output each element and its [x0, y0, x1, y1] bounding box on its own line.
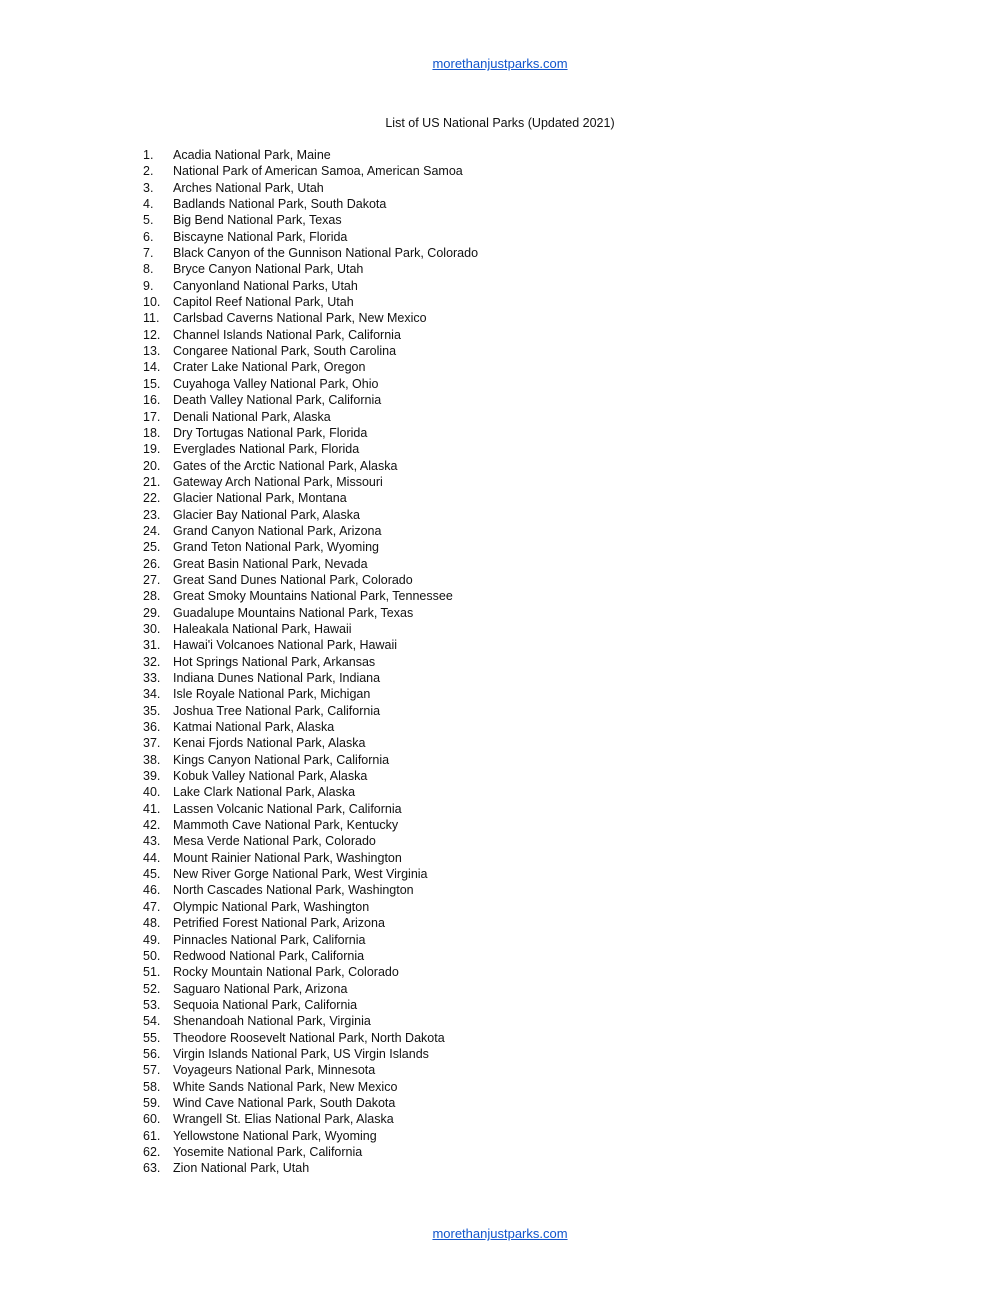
list-item-park-name: Great Sand Dunes National Park, Colorado	[173, 572, 413, 587]
list-item-number: 27.	[143, 572, 161, 587]
list-item-park-name: Hawai'i Volcanoes National Park, Hawaii	[173, 638, 398, 653]
list-item-number: 42.	[143, 818, 161, 833]
list-item-park-name: Rocky Mountain National Park, Colorado	[173, 965, 399, 980]
list-item-number: 30.	[143, 621, 161, 636]
list-item	[143, 196, 478, 212]
list-item-park-name: Cuyahoga Valley National Park, Ohio	[173, 376, 379, 391]
list-item-park-name: New River Gorge National Park, West Virginia	[173, 867, 428, 882]
list-item	[143, 1030, 478, 1046]
list-item	[143, 1111, 478, 1127]
list-item-park-name: Theodore Roosevelt National Park, North Dakota	[173, 1030, 445, 1045]
list-item-park-name: Black Canyon of the Gunnison National Park, Colorado	[173, 246, 479, 261]
list-item-number: 36.	[143, 720, 161, 735]
list-item-park-name: Denali National Park, Alaska	[173, 409, 331, 424]
list-item-park-name: Yellowstone National Park, Wyoming	[173, 1128, 377, 1143]
list-item-number: 7.	[143, 246, 154, 261]
list-item	[143, 212, 478, 228]
list-item-park-name: Voyageurs National Park, Minnesota	[173, 1063, 376, 1078]
list-item-number: 35.	[143, 703, 161, 718]
list-item-park-name: Zion National Park, Utah	[173, 1161, 310, 1176]
list-item-park-name: Bryce Canyon National Park, Utah	[173, 262, 364, 277]
footer-site-link-container	[0, 1226, 1000, 1242]
list-item-number: 52.	[143, 981, 161, 996]
list-item	[143, 997, 478, 1013]
list-item	[143, 981, 478, 997]
list-item	[143, 670, 478, 686]
list-item-number: 44.	[143, 850, 161, 865]
list-item-number: 48.	[143, 916, 161, 931]
list-item-park-name: Lassen Volcanic National Park, California	[173, 801, 402, 816]
list-item-number: 38.	[143, 752, 161, 767]
list-item-park-name: White Sands National Park, New Mexico	[173, 1079, 398, 1094]
list-item-number: 45.	[143, 867, 161, 882]
list-item-number: 15.	[143, 376, 161, 391]
list-item-park-name: Capitol Reef National Park, Utah	[173, 295, 354, 310]
list-item-number: 31.	[143, 638, 161, 653]
list-item	[143, 278, 478, 294]
list-item-number: 20.	[143, 458, 161, 473]
list-item-park-name: Grand Canyon National Park, Arizona	[173, 523, 382, 538]
list-item-number: 13.	[143, 344, 161, 359]
list-item-park-name: Petrified Forest National Park, Arizona	[173, 916, 385, 931]
list-item	[143, 1046, 478, 1062]
list-item-park-name: Big Bend National Park, Texas	[173, 213, 342, 228]
list-item	[143, 784, 478, 800]
list-item-number: 29.	[143, 605, 161, 620]
list-item-park-name: National Park of American Samoa, American Samoa	[173, 164, 463, 179]
list-item	[143, 1013, 478, 1029]
list-item	[143, 523, 478, 539]
list-item-number: 51.	[143, 965, 161, 980]
list-item-number: 11.	[143, 311, 160, 326]
list-item	[143, 359, 478, 375]
list-item-park-name: Lake Clark National Park, Alaska	[173, 785, 356, 800]
list-item-park-name: Channel Islands National Park, California	[173, 327, 401, 342]
list-item	[143, 735, 478, 751]
list-item-number: 62.	[143, 1144, 161, 1159]
list-item	[143, 343, 478, 359]
list-item	[143, 474, 478, 490]
list-item-number: 58.	[143, 1079, 161, 1094]
list-item-park-name: Wrangell St. Elias National Park, Alaska	[173, 1112, 394, 1127]
list-item	[143, 147, 478, 163]
list-item	[143, 654, 478, 670]
list-item	[143, 245, 478, 261]
list-item-number: 16.	[143, 393, 161, 408]
list-item-number: 4.	[143, 197, 154, 212]
list-item-park-name: Glacier Bay National Park, Alaska	[173, 507, 360, 522]
list-item-number: 60.	[143, 1112, 161, 1127]
list-item	[143, 850, 478, 866]
park-list	[143, 147, 478, 1177]
list-item-number: 59.	[143, 1095, 161, 1110]
list-item-number: 49.	[143, 932, 161, 947]
list-item-number: 43.	[143, 834, 161, 849]
list-item-number: 63.	[143, 1161, 161, 1176]
list-item	[143, 163, 478, 179]
list-item-park-name: Kenai Fjords National Park, Alaska	[173, 736, 366, 751]
list-item-number: 9.	[143, 278, 154, 293]
list-item-number: 34.	[143, 687, 161, 702]
list-item	[143, 637, 478, 653]
list-item	[143, 539, 478, 555]
list-item-number: 10.	[143, 295, 161, 310]
list-item	[143, 572, 478, 588]
list-item	[143, 1144, 478, 1160]
list-item	[143, 621, 478, 637]
list-item-park-name: Congaree National Park, South Carolina	[173, 344, 397, 359]
list-item	[143, 899, 478, 915]
list-item-number: 19.	[143, 442, 161, 457]
list-item	[143, 948, 478, 964]
list-item-number: 40.	[143, 785, 161, 800]
list-item-number: 25.	[143, 540, 161, 555]
list-item-park-name: Carlsbad Caverns National Park, New Mexico	[173, 311, 427, 326]
list-item-park-name: Olympic National Park, Washington	[173, 899, 370, 914]
list-item	[143, 490, 478, 506]
list-item	[143, 507, 478, 523]
list-item	[143, 392, 478, 408]
list-item-number: 28.	[143, 589, 161, 604]
list-item-number: 39.	[143, 769, 161, 784]
list-item-number: 14.	[143, 360, 161, 375]
list-item-number: 8.	[143, 262, 154, 277]
list-item-park-name: Haleakala National Park, Hawaii	[173, 621, 352, 636]
list-item-number: 22.	[143, 491, 161, 506]
list-item-number: 54.	[143, 1014, 161, 1029]
list-item-park-name: Gates of the Arctic National Park, Alaska	[173, 458, 398, 473]
list-item-park-name: Death Valley National Park, California	[173, 393, 382, 408]
list-item-park-name: Guadalupe Mountains National Park, Texas	[173, 605, 414, 620]
list-item	[143, 1062, 478, 1078]
list-item	[143, 376, 478, 392]
list-item-number: 6.	[143, 229, 154, 244]
list-item-park-name: Joshua Tree National Park, California	[173, 703, 381, 718]
list-item-number: 17.	[143, 409, 161, 424]
list-item	[143, 752, 478, 768]
list-item-number: 1.	[143, 148, 154, 162]
list-item	[143, 719, 478, 735]
list-item-park-name: North Cascades National Park, Washington	[173, 883, 414, 898]
page-title: List of US National Parks (Updated 2021)	[385, 116, 615, 130]
list-item-park-name: Hot Springs National Park, Arkansas	[173, 654, 376, 669]
list-item	[143, 801, 478, 817]
header-site-link-container	[0, 56, 1000, 72]
list-item-number: 55.	[143, 1030, 161, 1045]
list-item	[143, 1095, 478, 1111]
list-item-park-name: Shenandoah National Park, Virginia	[173, 1014, 371, 1029]
list-item-number: 57.	[143, 1063, 161, 1078]
list-item-park-name: Great Basin National Park, Nevada	[173, 556, 368, 571]
list-item	[143, 703, 478, 719]
list-item-park-name: Wind Cave National Park, South Dakota	[173, 1095, 396, 1110]
list-item	[143, 1160, 478, 1176]
list-item	[143, 605, 478, 621]
list-item	[143, 441, 478, 457]
list-item-number: 21.	[143, 474, 161, 489]
list-item-number: 50.	[143, 948, 161, 963]
list-item-park-name: Biscayne National Park, Florida	[173, 229, 348, 244]
list-item	[143, 686, 478, 702]
list-item-number: 32.	[143, 654, 161, 669]
list-item-number: 61.	[143, 1128, 161, 1143]
list-item	[143, 964, 478, 980]
list-item-park-name: Yosemite National Park, California	[173, 1144, 363, 1159]
list-item-park-name: Acadia National Park, Maine	[173, 148, 331, 162]
footer-site-link[interactable]: morethanjustparks.com	[432, 1226, 568, 1241]
list-item	[143, 458, 478, 474]
list-item-park-name: Canyonland National Parks, Utah	[173, 278, 358, 293]
list-item-park-name: Badlands National Park, South Dakota	[173, 197, 387, 212]
list-item-park-name: Mount Rainier National Park, Washington	[173, 850, 402, 865]
list-item-number: 46.	[143, 883, 161, 898]
list-item-park-name: Dry Tortugas National Park, Florida	[173, 425, 368, 440]
list-item-park-name: Mesa Verde National Park, Colorado	[173, 834, 376, 849]
list-item-park-name: Arches National Park, Utah	[173, 180, 324, 195]
list-item	[143, 866, 478, 882]
list-item	[143, 1128, 478, 1144]
list-item-number: 24.	[143, 523, 161, 538]
list-item-number: 23.	[143, 507, 161, 522]
list-item	[143, 915, 478, 931]
list-item-number: 2.	[143, 164, 154, 179]
list-item-number: 47.	[143, 899, 161, 914]
list-item	[143, 768, 478, 784]
list-item-number: 53.	[143, 997, 161, 1012]
list-item-number: 41.	[143, 801, 161, 816]
list-item	[143, 882, 478, 898]
list-item-number: 12.	[143, 327, 161, 342]
list-item-number: 18.	[143, 425, 161, 440]
list-item-park-name: Pinnacles National Park, California	[173, 932, 366, 947]
list-item-park-name: Great Smoky Mountains National Park, Tennessee	[173, 589, 453, 604]
list-item	[143, 229, 478, 245]
list-item	[143, 588, 478, 604]
list-item-park-name: Saguaro National Park, Arizona	[173, 981, 348, 996]
list-item-park-name: Virgin Islands National Park, US Virgin Islands	[173, 1046, 429, 1061]
list-item-park-name: Katmai National Park, Alaska	[173, 720, 335, 735]
list-item	[143, 425, 478, 441]
list-item	[143, 556, 478, 572]
list-item-park-name: Redwood National Park, California	[173, 948, 365, 963]
list-item	[143, 310, 478, 326]
list-item-park-name: Kobuk Valley National Park, Alaska	[173, 769, 368, 784]
list-item	[143, 294, 478, 310]
list-item-number: 5.	[143, 213, 154, 228]
list-item-park-name: Glacier National Park, Montana	[173, 491, 347, 506]
list-item-park-name: Everglades National Park, Florida	[173, 442, 360, 457]
list-item	[143, 409, 478, 425]
header-site-link[interactable]: morethanjustparks.com	[432, 56, 568, 71]
list-item-number: 37.	[143, 736, 161, 751]
list-item-park-name: Grand Teton National Park, Wyoming	[173, 540, 380, 555]
list-item-park-name: Crater Lake National Park, Oregon	[173, 360, 366, 375]
list-item-number: 56.	[143, 1046, 161, 1061]
list-item	[143, 327, 478, 343]
list-item-park-name: Isle Royale National Park, Michigan	[173, 687, 371, 702]
list-item	[143, 1079, 478, 1095]
list-item	[143, 261, 478, 277]
list-item	[143, 932, 478, 948]
list-item-number: 26.	[143, 556, 161, 571]
list-item-park-name: Kings Canyon National Park, California	[173, 752, 390, 767]
list-item	[143, 180, 478, 196]
list-item-park-name: Mammoth Cave National Park, Kentucky	[173, 818, 399, 833]
list-item-park-name: Gateway Arch National Park, Missouri	[173, 474, 383, 489]
list-item-number: 3.	[143, 180, 154, 195]
list-item-park-name: Indiana Dunes National Park, Indiana	[173, 671, 381, 685]
list-item	[143, 833, 478, 849]
list-item-number: 33.	[143, 671, 161, 685]
list-item	[143, 817, 478, 833]
list-item-park-name: Sequoia National Park, California	[173, 997, 358, 1012]
